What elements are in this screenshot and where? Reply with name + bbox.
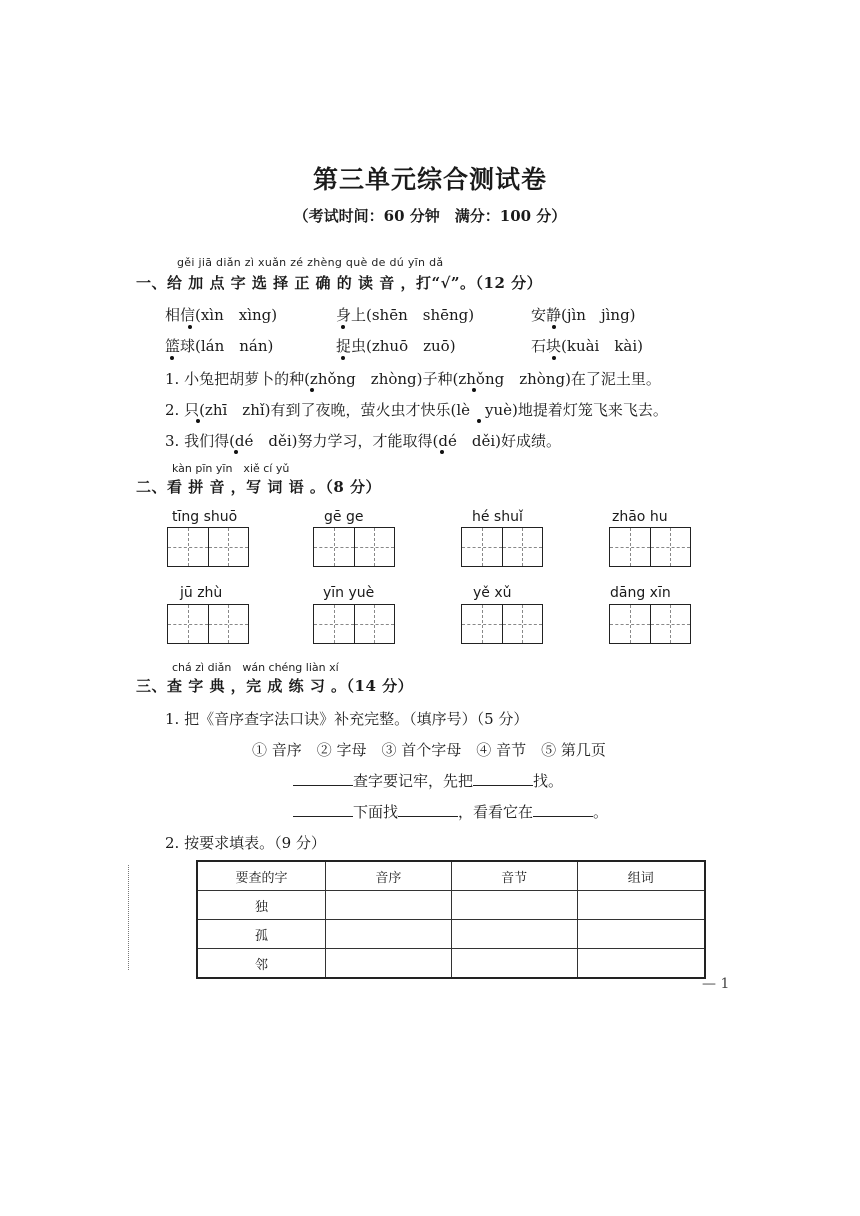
table-cell-char: 邻 (197, 949, 326, 979)
table-cell-blank[interactable] (451, 920, 577, 949)
answer-blank[interactable] (533, 802, 593, 817)
section1-pinyin: gěi jiā diǎn zì xuǎn zé zhèng què de dú yīn dǎ (177, 256, 444, 269)
fill-text: 。 (593, 803, 609, 821)
fill-text: 下面找 (353, 803, 399, 821)
section1-heading: 一、给 加 点 字 选 择 正 确 的 读 音 ，打“√”。（12 分） (136, 274, 543, 292)
writing-box[interactable] (313, 604, 395, 644)
s1-question-2: 2. 只(zhī zhǐ)有到了夜晚，萤火虫才快乐(lè yuè)地提着灯笼飞来飞去。 (165, 401, 668, 419)
word-pinyin: gē ge (324, 509, 364, 525)
answer-blank[interactable] (293, 802, 353, 817)
s1-question-1: 1. 小兔把胡萝卜的种(zhǒng zhòng)子种(zhǒng zhòng)在了泥土里。 (165, 370, 661, 388)
table-header-row (197, 861, 705, 891)
emphasis-dot (552, 325, 556, 329)
emphasis-dot (234, 450, 238, 454)
answer-blank[interactable] (398, 802, 458, 817)
table-cell-blank[interactable] (451, 949, 577, 979)
s1-item: 身上(shēn shēng) (336, 306, 475, 324)
emphasis-dot (341, 325, 345, 329)
emphasis-dot (341, 356, 345, 360)
answer-blank[interactable] (473, 771, 533, 786)
s1-question-3: 3. 我们得(dé děi)努力学习，才能取得(dé děi)好成绩。 (165, 432, 562, 450)
word-pinyin: zhāo hu (612, 509, 668, 525)
writing-box[interactable] (461, 604, 543, 644)
s3-options: ① 音序 ② 字母 ③ 首个字母 ④ 音节 ⑤ 第几页 (252, 741, 606, 759)
section2-pinyin: kàn pīn yīn xiě cí yǔ (172, 462, 290, 475)
s3-question-2: 2. 按要求填表。（9 分） (165, 834, 326, 852)
emphasis-dot (552, 356, 556, 360)
table-row (197, 891, 705, 920)
writing-box[interactable] (167, 604, 249, 644)
table-cell-blank[interactable] (326, 920, 452, 949)
exam-info: （考试时间：60 分钟 满分：100 分） (293, 207, 567, 225)
table-cell-blank[interactable] (577, 920, 705, 949)
table-cell-char: 独 (197, 891, 326, 920)
fill-line-2 (293, 801, 608, 822)
fill-text: 找。 (533, 772, 564, 790)
section3-pinyin: chá zì diǎn wán chéng liàn xí (172, 661, 339, 674)
table-header: 组词 (577, 861, 705, 891)
writing-box[interactable] (609, 527, 691, 567)
page-title: 第三单元综合测试卷 (312, 165, 547, 194)
page-number: — 1 (702, 976, 730, 992)
answer-blank[interactable] (293, 771, 353, 786)
table-cell-blank[interactable] (451, 891, 577, 920)
word-pinyin: hé shuǐ (472, 509, 523, 525)
s1-item: 篮球(lán nán) (165, 337, 274, 355)
table-row (197, 949, 705, 979)
binding-edge-line (128, 865, 129, 970)
emphasis-dot (477, 419, 481, 423)
fill-text: ，看看它在 (458, 803, 534, 821)
s1-item: 相信(xìn xìng) (165, 306, 278, 324)
table-cell-blank[interactable] (326, 891, 452, 920)
s1-item: 捉虫(zhuō zuō) (336, 337, 456, 355)
writing-box[interactable] (461, 527, 543, 567)
lookup-table (196, 860, 706, 979)
word-pinyin: jū zhù (180, 585, 223, 601)
table-cell-blank[interactable] (577, 949, 705, 979)
emphasis-dot (188, 325, 192, 329)
emphasis-dot (310, 388, 314, 392)
s3-question-1: 1. 把《音序查字法口诀》补充完整。（填序号）（5 分） (165, 710, 529, 728)
emphasis-dot (170, 356, 174, 360)
writing-box[interactable] (313, 527, 395, 567)
word-pinyin: dāng xīn (610, 585, 671, 601)
table-header: 音节 (451, 861, 577, 891)
fill-line-1 (293, 770, 563, 791)
section3-heading: 三、查 字 典 ，完 成 练 习 。（14 分） (136, 677, 414, 695)
fill-text: 查字要记牢，先把 (353, 772, 474, 790)
table-cell-blank[interactable] (577, 891, 705, 920)
word-pinyin: yě xǔ (473, 585, 512, 601)
table-header: 要查的字 (197, 861, 326, 891)
emphasis-dot (440, 450, 444, 454)
s1-item: 石块(kuài kài) (531, 337, 644, 355)
emphasis-dot (196, 419, 200, 423)
s1-item: 安静(jìn jìng) (531, 306, 636, 324)
table-row (197, 920, 705, 949)
table-cell-char: 孤 (197, 920, 326, 949)
writing-box[interactable] (609, 604, 691, 644)
table-header: 音序 (326, 861, 452, 891)
section2-heading: 二、看 拼 音 ，写 词 语 。（8 分） (136, 478, 381, 496)
writing-box[interactable] (167, 527, 249, 567)
word-pinyin: tīng shuō (172, 509, 238, 525)
word-pinyin: yīn yuè (323, 585, 375, 601)
table-cell-blank[interactable] (326, 949, 452, 979)
emphasis-dot (472, 388, 476, 392)
